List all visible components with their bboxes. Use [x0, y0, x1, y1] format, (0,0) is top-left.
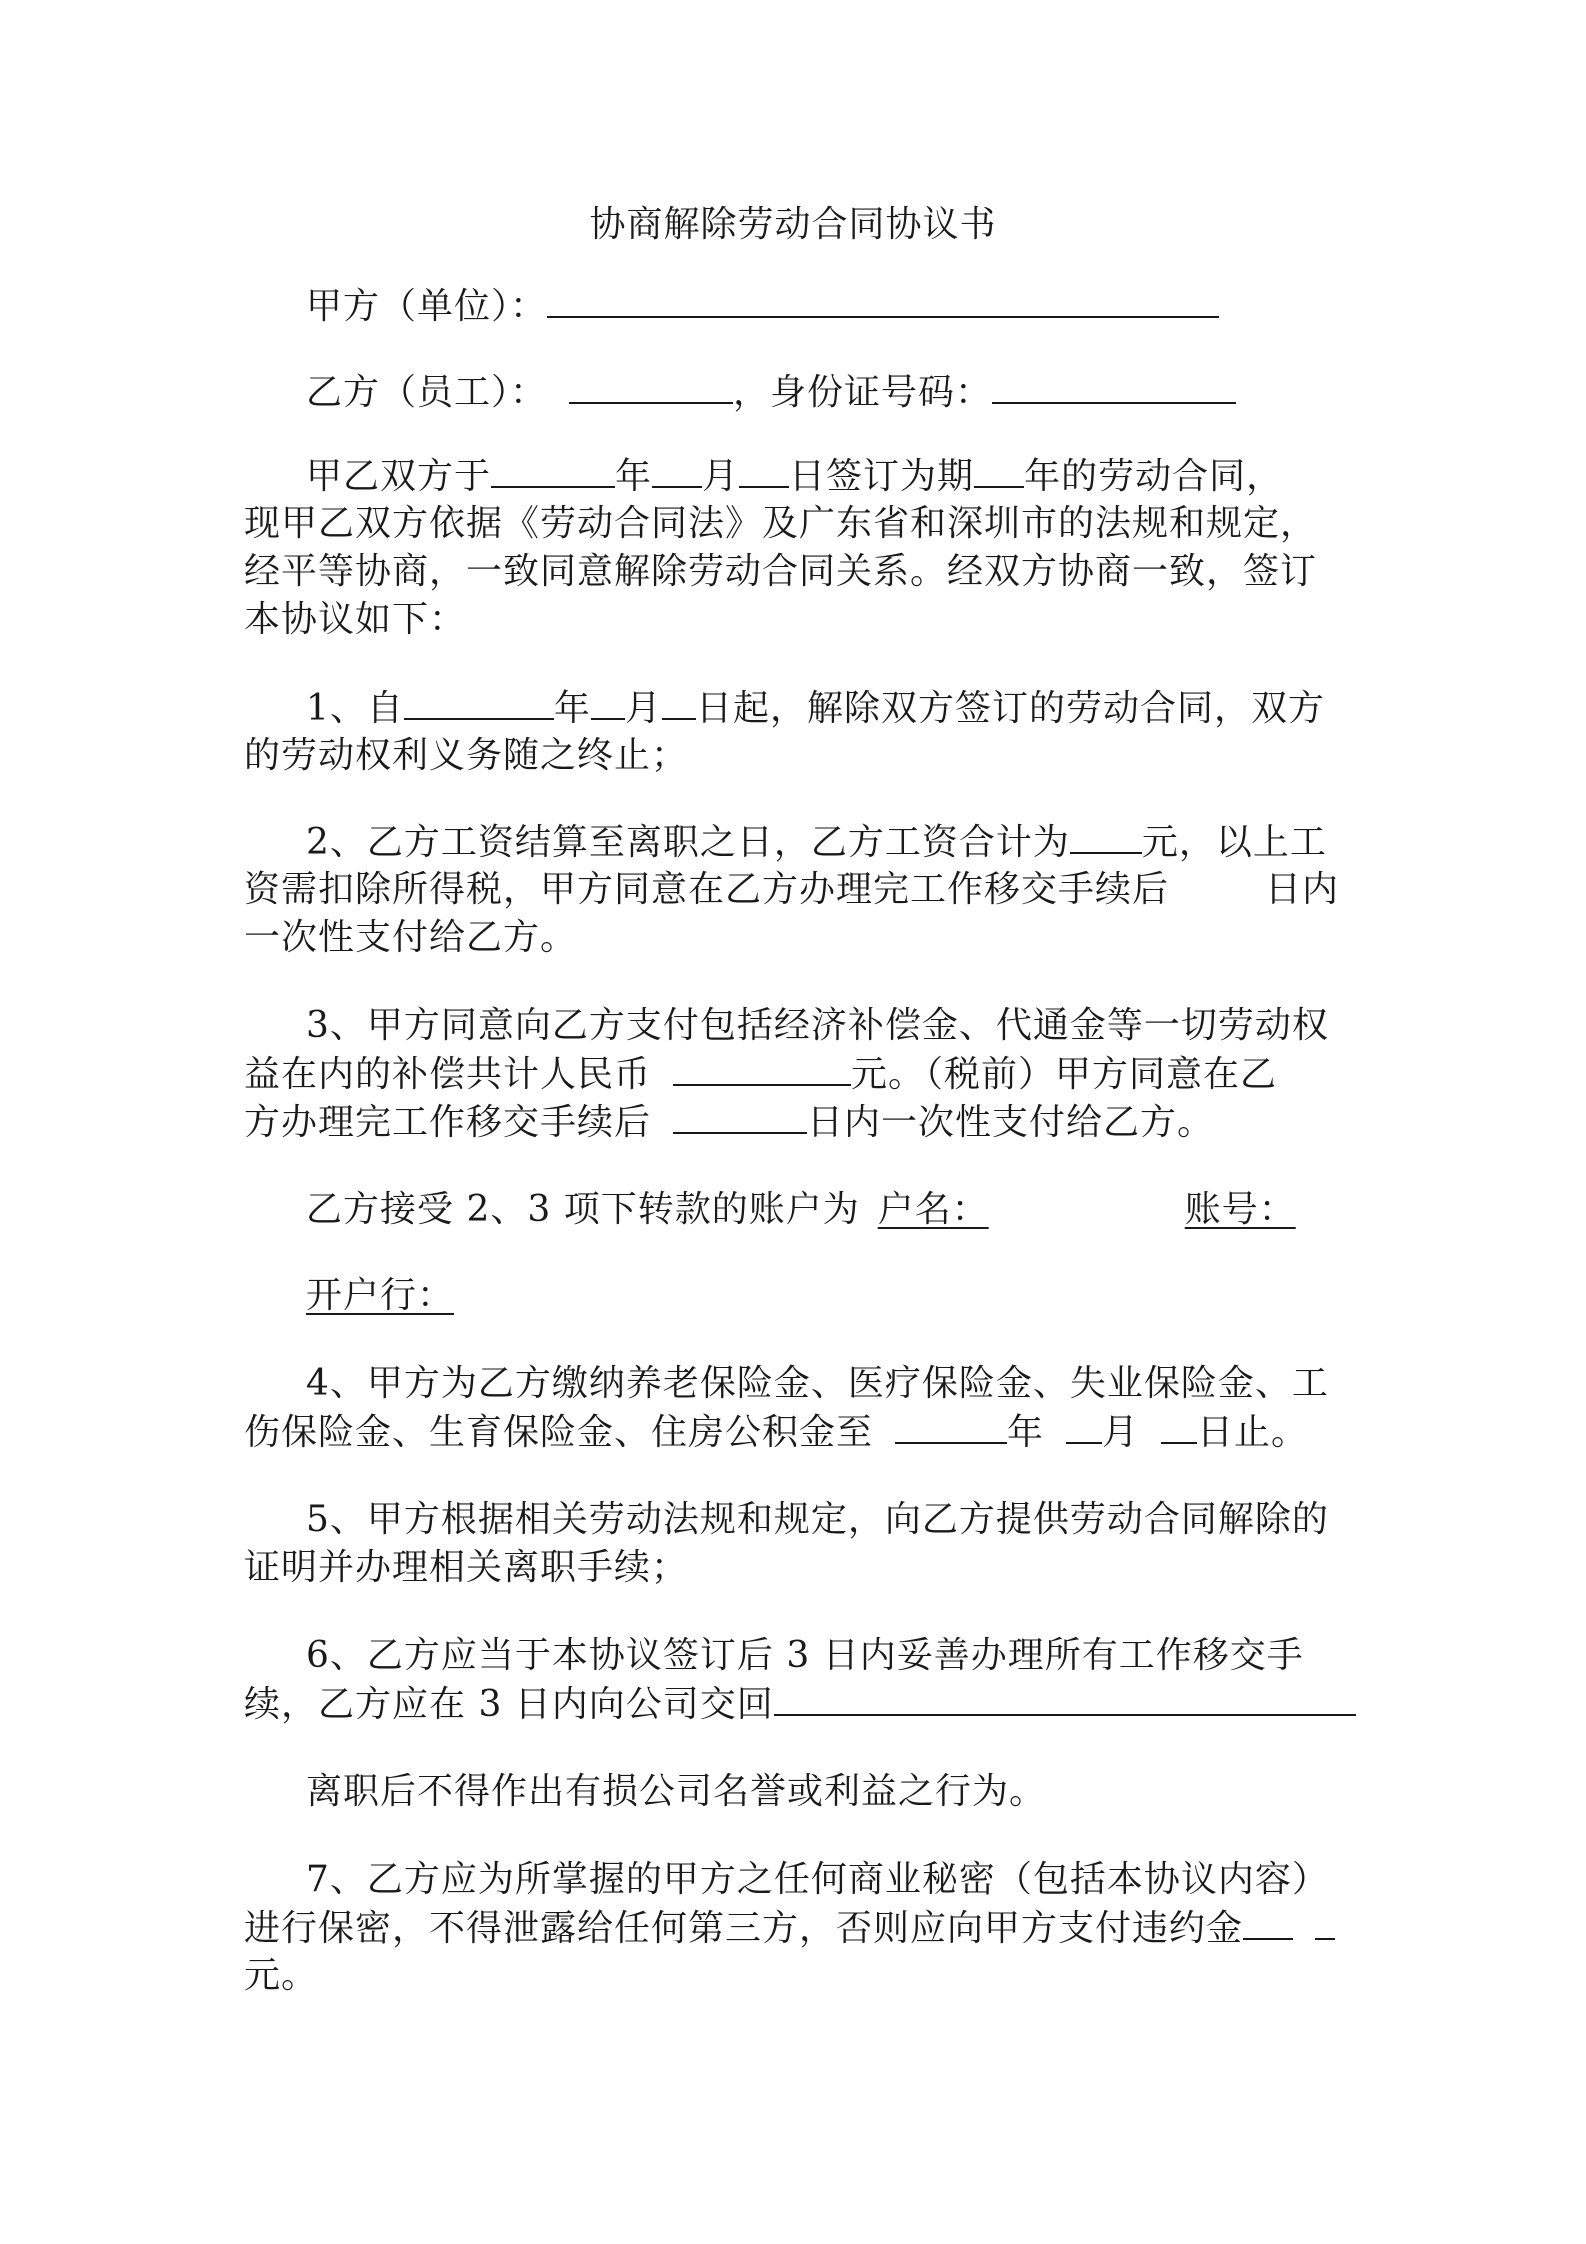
clause-7-line-3: 元。: [244, 1955, 319, 1996]
clause-text: 日内: [1265, 869, 1340, 910]
termination-day-blank[interactable]: [662, 684, 696, 720]
clause-6-line-3: 离职后不得作出有损公司名誉或利益之行为。: [306, 1771, 1047, 1812]
compensation-amount-blank[interactable]: [673, 1050, 851, 1086]
term-years-blank[interactable]: [974, 452, 1024, 488]
intro-text: 甲乙双方于: [306, 456, 492, 497]
account-name-label: 户名：: [877, 1189, 989, 1230]
clause-3-line-3: [244, 1098, 1214, 1147]
clause-text: 月: [624, 688, 662, 729]
clause-4-line-1: 4、甲方为乙方缴纳养老保险金、医疗保险金、失业保险金、工: [306, 1363, 1329, 1404]
clause-text: 元，以上工: [1141, 822, 1327, 863]
clause-text: 年: [1007, 1412, 1045, 1453]
termination-month-blank[interactable]: [591, 684, 625, 720]
account-number-label: 账号：: [1184, 1189, 1296, 1230]
party-a-blank[interactable]: [547, 282, 1219, 318]
clause-text: 伤保险金、生育保险金、住房公积金至: [244, 1412, 874, 1453]
clause-7-line-2: [244, 1904, 1335, 1953]
clause-3-line-2: [244, 1050, 1277, 1099]
clause-1-line-2: 的劳动权利义务随之终止；: [244, 735, 689, 776]
sign-day-blank[interactable]: [739, 452, 789, 488]
intro-line-3: 经平等协商，一致同意解除劳动合同关系。经双方协商一致，签订: [244, 551, 1318, 592]
clause-text: 月: [1102, 1412, 1140, 1453]
insurance-day-blank[interactable]: [1161, 1408, 1197, 1444]
clause-3-line-1: 3、甲方同意向乙方支付包括经济补偿金、代通金等一切劳动权: [306, 1005, 1329, 1046]
intro-text: 日签订为期: [789, 456, 975, 497]
intro-text: 年: [615, 456, 653, 497]
document-title: 协商解除劳动合同协议书: [589, 204, 997, 245]
compensation-days-blank[interactable]: [673, 1098, 807, 1134]
account-name-field[interactable]: [878, 1189, 1318, 1230]
bank-label: 开户行：: [306, 1275, 455, 1316]
intro-text: 年的劳动合同，: [1024, 456, 1284, 497]
party-b-label: 乙方（员工）：: [306, 372, 548, 413]
party-b-line: [306, 368, 1236, 417]
clause-text: 益在内的补偿共计人民币: [244, 1054, 652, 1095]
penalty-amount-blank[interactable]: [1243, 1904, 1293, 1940]
intro-line-4: 本协议如下：: [244, 599, 467, 640]
insurance-month-blank[interactable]: [1066, 1408, 1102, 1444]
clause-2-line-3: 一次性支付给乙方。: [244, 917, 578, 958]
clause-2-line-1: [306, 818, 1327, 867]
party-b-name-blank[interactable]: [569, 368, 733, 404]
clause-text: 日起，解除双方签订的劳动合同，双方: [695, 688, 1325, 729]
clause-5-line-1: 5、甲方根据相关劳动法规和规定，向乙方提供劳动合同解除的: [306, 1499, 1329, 1540]
clause-text: 元。（税前）甲方同意在乙: [851, 1054, 1278, 1095]
party-b-id-label: ，身份证号码：: [733, 372, 993, 413]
return-items-blank[interactable]: [774, 1680, 1356, 1716]
sign-month-blank[interactable]: [652, 452, 702, 488]
clause-2-line-2: [244, 866, 1339, 914]
clause-text: 资需扣除所得税，甲方同意在乙方办理完工作移交手续后: [244, 869, 1170, 910]
party-a-line: [306, 282, 1219, 331]
intro-line-2: 现甲乙双方依据《劳动合同法》及广东省和深圳市的法规和规定，: [244, 503, 1318, 544]
clause-5-line-2: 证明并办理相关离职手续；: [244, 1547, 689, 1588]
party-a-label: 甲方（单位）：: [306, 286, 548, 327]
party-b-id-blank[interactable]: [992, 368, 1236, 404]
account-text: 乙方接受 2、3 项下转款的账户为: [306, 1189, 860, 1230]
clause-text: 进行保密，不得泄露给任何第三方，否则应向甲方支付违约金: [244, 1908, 1244, 1949]
sign-year-blank[interactable]: [491, 452, 615, 488]
clause-6-line-1: 6、乙方应当于本协议签订后 3 日内妥善办理所有工作移交手: [306, 1635, 1304, 1676]
clause-4-line-2: [244, 1408, 1308, 1457]
penalty-amount-blank-2[interactable]: [1315, 1904, 1335, 1940]
intro-text: 月: [702, 456, 740, 497]
clause-text: 日止。: [1197, 1412, 1309, 1453]
bank-field[interactable]: [306, 1275, 984, 1316]
salary-total-blank[interactable]: [1070, 818, 1142, 854]
account-line: [306, 1186, 1318, 1234]
clause-text: 1、自: [306, 688, 404, 729]
termination-year-blank[interactable]: [404, 684, 554, 720]
clause-text: 方办理完工作移交手续后: [244, 1102, 652, 1143]
clause-text: 日内一次性支付给乙方。: [807, 1102, 1215, 1143]
clause-text: 年: [553, 688, 591, 729]
clause-text: 2、乙方工资结算至离职之日，乙方工资合计为: [306, 822, 1070, 863]
insurance-year-blank[interactable]: [895, 1408, 1007, 1444]
clause-1-line-1: [306, 684, 1325, 733]
clause-6-line-2: [244, 1680, 1356, 1729]
clause-text: 续，乙方应在 3 日内向公司交回: [244, 1684, 774, 1725]
clause-7-line-1: 7、乙方应为所掌握的甲方之任何商业秘密（包括本协议内容）: [306, 1859, 1329, 1900]
intro-line-1: [306, 452, 1283, 501]
bank-line: [306, 1272, 984, 1320]
